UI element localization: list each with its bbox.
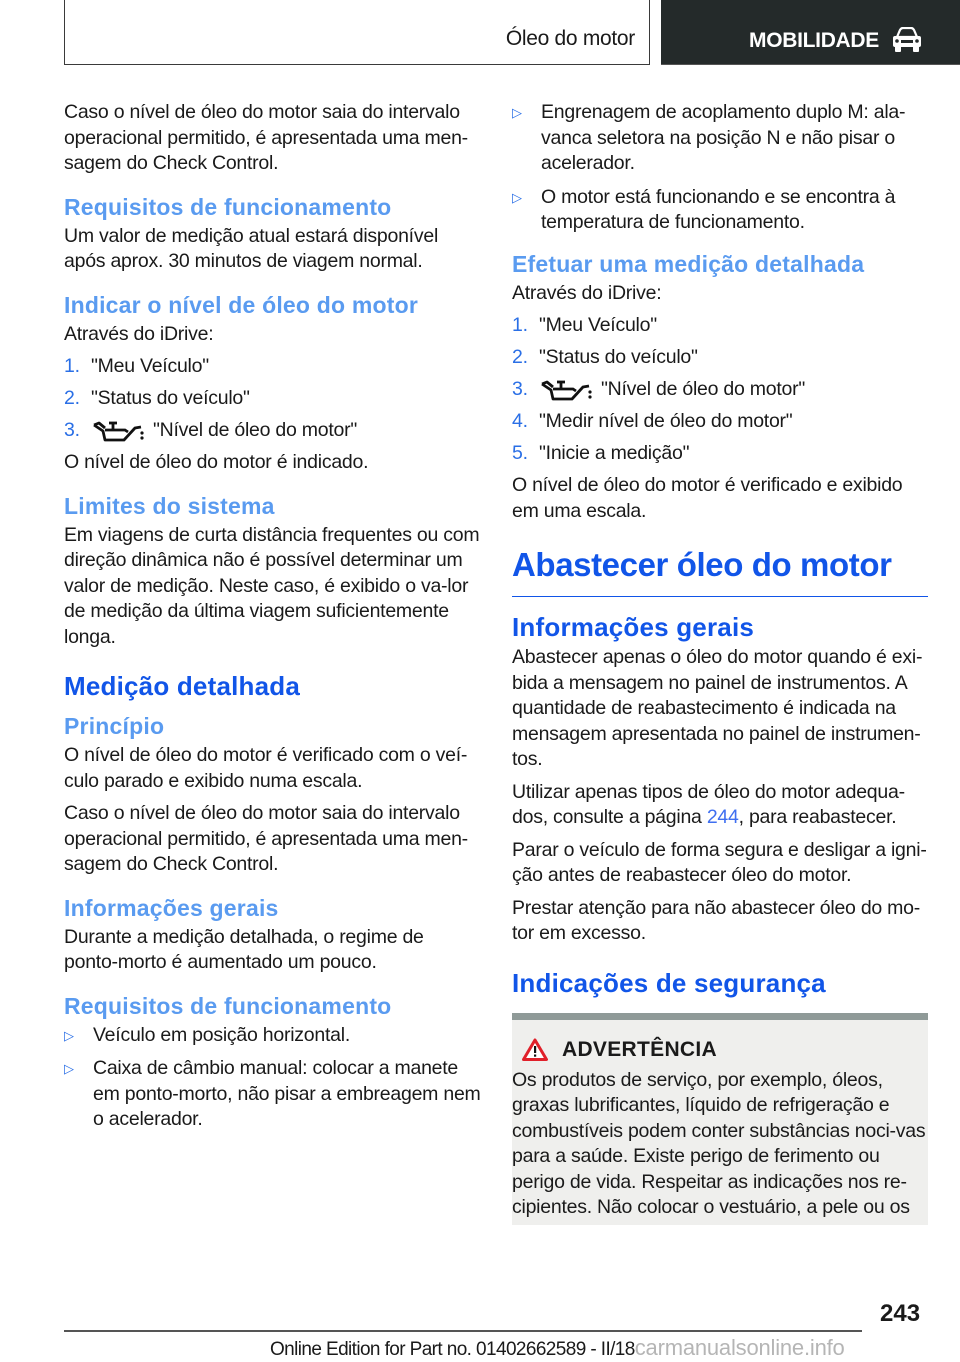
page-number: 243 <box>880 1300 921 1327</box>
req2-list-continued <box>512 100 928 236</box>
triangle-bullet-icon: ▷ <box>512 189 522 205</box>
chapter-heading: Abastecer óleo do motor <box>512 544 928 597</box>
list-item <box>512 185 928 236</box>
show-level-result: O nível de óleo do motor é indicado. <box>64 451 369 473</box>
perform-result: O nível de óleo do motor é verificado e exibido em uma escala. <box>512 474 903 522</box>
oil-types-text-after: , para reabastecer. <box>738 806 897 828</box>
header-chapter-label: MOBILIDADE <box>749 29 879 52</box>
principle-text-2: Caso o nível de óleo do motor saia do intervalo operacional permitido, é apresentada uma men-sagem do Check Control. <box>64 802 468 875</box>
req2-list <box>64 1023 482 1133</box>
triangle-bullet-icon: ▷ <box>64 1061 74 1076</box>
step-number: 1. <box>64 355 80 377</box>
req1-text: Um valor de medição atual estará disponível após aprox. 30 minutos de viagem normal. <box>64 224 439 272</box>
step-number: 4. <box>512 410 528 432</box>
principle-heading: Princípio <box>64 713 165 739</box>
step-number: 2. <box>64 387 80 409</box>
page-reference-link[interactable]: 244 <box>706 806 739 828</box>
header-chapter-tab[interactable] <box>661 0 960 65</box>
step-text: "Meu Veículo" <box>539 314 657 336</box>
general-heading: Informações gerais <box>64 894 279 921</box>
perform-intro: Através do iDrive: <box>512 281 662 304</box>
watermark-text: carmanualsonline.info <box>634 1335 845 1360</box>
refill-general-text: Abastecer apenas o óleo do motor quando é exi-bida a mensagem no painel de instrumentos. A quantidade de reabastecimento é indicada na mensagem apresentada no painel de instrumen-tos. <box>512 646 923 770</box>
edition-text: Online Edition for Part no. 01402662589 - II/18 <box>270 1339 635 1360</box>
list-item <box>64 1023 482 1049</box>
step-text: "Meu Veículo" <box>91 355 209 377</box>
principle-text-1: O nível de óleo do motor é verificado com o veí-culo parado e exibido numa escala. <box>64 744 468 792</box>
list-item-text: Engrenagem de acoplamento duplo M: ala-vanca seletora na posição N e não pisar o acelerador. <box>541 101 906 174</box>
list-item-text: O motor está funcionando e se encontra à temperatura de funcionamento. <box>541 185 896 233</box>
safety-heading: Indicações de segurança <box>512 967 826 998</box>
step-number: 3. <box>64 419 80 441</box>
show-level-intro: Através do iDrive: <box>64 322 214 345</box>
header-section-title: Óleo do motor <box>505 27 635 50</box>
step-number: 1. <box>512 314 528 336</box>
step-number: 2. <box>512 346 528 368</box>
stop-text: Parar o veículo de forma segura e desligar a igni-ção antes de reabastecer óleo do motor. <box>512 838 927 886</box>
req2-heading: Requisitos de funcionamento <box>64 992 392 1019</box>
list-item <box>64 1056 482 1133</box>
perform-heading: Efetuar uma medição detalhada <box>512 250 865 277</box>
warning-title: ADVERTÊNCIA <box>562 1037 717 1061</box>
step-text: "Nível de óleo do motor" <box>601 378 806 400</box>
car-front-icon <box>891 27 923 53</box>
list-item-text: Veículo em posição horizontal. <box>93 1023 350 1046</box>
list-item <box>512 313 928 339</box>
right-column <box>512 100 928 1225</box>
list-item <box>512 441 928 467</box>
oil-can-icon <box>91 420 145 442</box>
refill-general-heading: Informações gerais <box>512 612 755 642</box>
list-item <box>64 354 482 380</box>
step-text: "Medir nível de óleo do motor" <box>539 410 793 432</box>
warning-box <box>512 1013 928 1225</box>
step-number: 3. <box>512 378 528 400</box>
excess-text: Prestar atenção para não abastecer óleo do mo-tor em excesso. <box>512 896 921 944</box>
footer-rule <box>64 1330 862 1332</box>
oil-types-text-before: Utilizar apenas tipos de óleo do motor adequa-dos, consulte a página <box>512 780 905 828</box>
left-column <box>64 100 482 1141</box>
warning-triangle-icon <box>522 1038 548 1061</box>
step-text: "Inicie a medição" <box>539 442 690 464</box>
list-item <box>512 377 928 403</box>
list-item-text: Caixa de câmbio manual: colocar a manete em ponto-morto, não pisar a embreagem nem o acelerador. <box>93 1057 481 1130</box>
perform-steps <box>512 313 928 467</box>
limits-text: Em viagens de curta distância frequentes ou com direção dinâmica não é possível determinar um valor de medição. Neste caso, é exibido o va-lor de medição da última viagem suficientemente longa. <box>64 523 480 648</box>
req1-heading: Requisitos de funcionamento <box>64 193 392 220</box>
oil-can-icon <box>539 379 593 401</box>
header-section-box <box>64 0 650 65</box>
list-item <box>64 418 482 444</box>
general-text: Durante a medição detalhada, o regime de ponto-morto é aumentado um pouco. <box>64 925 424 973</box>
limits-heading: Limites do sistema <box>64 492 275 519</box>
step-text: "Status do veículo" <box>91 387 250 409</box>
warning-text: Os produtos de serviço, por exemplo, óleos, graxas lubrificantes, líquido de refrigeração e combustíveis podem conter substâncias noci-vas para a saúde. Existe perigo de ferimento ou perigo de vida. Respeitar as indicações nos re-cipientes. Não colocar o vestuário, a pele ou os <box>512 1068 926 1218</box>
step-number: 5. <box>512 442 528 464</box>
triangle-bullet-icon: ▷ <box>512 105 522 120</box>
show-level-steps <box>64 354 482 444</box>
footer-edition <box>270 1335 845 1361</box>
step-text: "Status do veículo" <box>539 346 698 368</box>
triangle-bullet-icon: ▷ <box>64 1027 74 1043</box>
detailed-heading: Medição detalhada <box>64 671 301 701</box>
oil-types-text <box>512 780 928 831</box>
list-item <box>512 345 928 371</box>
list-item <box>512 100 928 177</box>
intro-text: Caso o nível de óleo do motor saia do intervalo operacional permitido, é apresentada uma men-sagem do Check Control. <box>64 101 468 174</box>
show-level-heading: Indicar o nível de óleo do motor <box>64 291 418 318</box>
list-item <box>512 409 928 435</box>
step-text: "Nível de óleo do motor" <box>153 419 358 441</box>
list-item <box>64 386 482 412</box>
warning-title-row <box>512 1038 928 1062</box>
